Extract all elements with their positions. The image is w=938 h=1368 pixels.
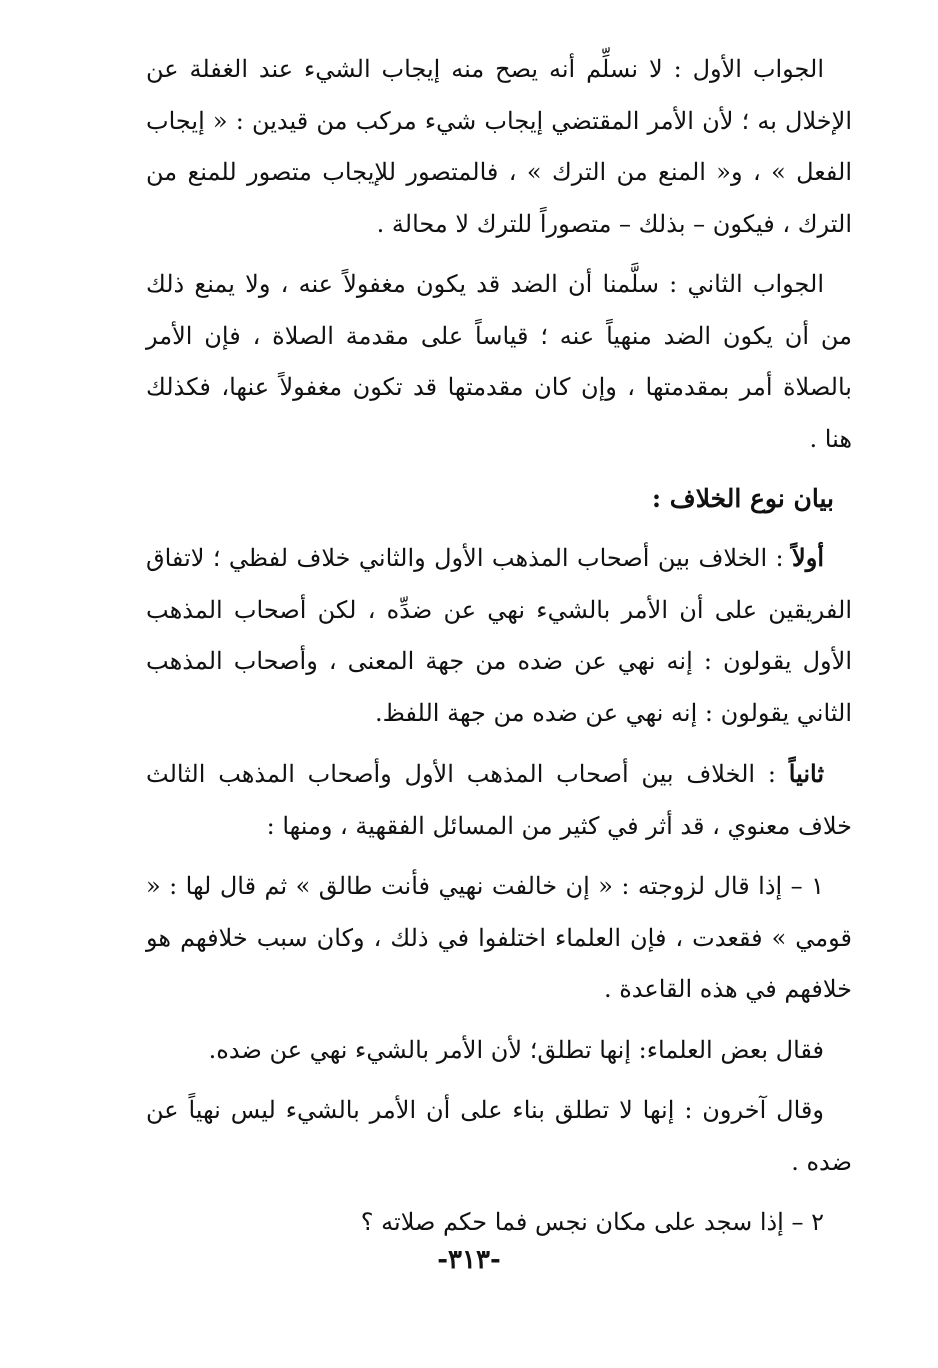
paragraph-example-two: ٢ – إذا سجد على مكان نجس فما حكم صلاته ؟ (360, 1208, 824, 1236)
paragraph-first-opinion: فقال بعض العلماء: إنها تطلق؛ لأن الأمر بالشيء نهي عن ضده. (208, 1035, 824, 1064)
page-number: -٣١٣- (437, 1245, 501, 1275)
first-point-text: : الخلاف بين أصحاب المذهب الأول والثاني خلاف لفظي ؛ لاتفاق الفريقين على أن الأمر بالشيء نهي عن ضدِّه ، لكن أصحاب المذهب الأول يقولون : إنه نهي عن ضده من جهة المعنى ، وأصحاب المذهب الثاني يقولون : إنه نهي عن ضده من جهة اللفظ. (146, 544, 852, 727)
first-point-lead: أولاً (792, 543, 824, 572)
section-heading: بيان نوع الخلاف : (651, 484, 834, 513)
paragraph-example-one: ١ – إذا قال لزوجته : « إن خالفت نهيي فأنت طالق » ثم قال لها : « قومي » فقعدت ، فإن العلماء اختلفوا في ذلك ، وكان سبب خلافهم هو خلافهم في هذه القاعدة . (146, 872, 852, 1003)
page-body (146, 44, 852, 1258)
paragraph-first-answer: الجواب الأول : لا نسلِّم أنه يصح منه إيجاب الشيء عند الغفلة عن الإخلال به ؛ لأن الأمر المقتضي إيجاب شيء مركب من قيدين : « إيجاب الفعل » ، و« المنع من الترك » ، فالمتصور للإيجاب متصور للمنع من الترك ، فيكون – بذلك – متصوراً للترك لا محالة . (146, 55, 852, 238)
paragraph-second-point (146, 748, 852, 852)
second-point-lead: ثانياً (788, 759, 824, 788)
paragraph-second-answer: الجواب الثاني : سلَّمنا أن الضد قد يكون مغفولاً عنه ، ولا يمنع ذلك من أن يكون الضد منهياً عنه ؛ قياساً على مقدمة الصلاة ، فإن الأمر بالصلاة أمر بمقدمتها ، وإن كان مقدمتها قد تكون مغفولاً عنها، فكذلك هنا . (146, 270, 853, 453)
paragraph-second-opinion: وقال آخرون : إنها لا تطلق بناء على أن الأمر بالشيء ليس نهياً عن ضده . (146, 1096, 852, 1176)
second-point-text: : الخلاف بين أصحاب المذهب الأول وأصحاب المذهب الثالث خلاف معنوي ، قد أثر في كثير من المسائل الفقهية ، ومنها : (146, 760, 852, 840)
paragraph-first-point (146, 532, 852, 739)
